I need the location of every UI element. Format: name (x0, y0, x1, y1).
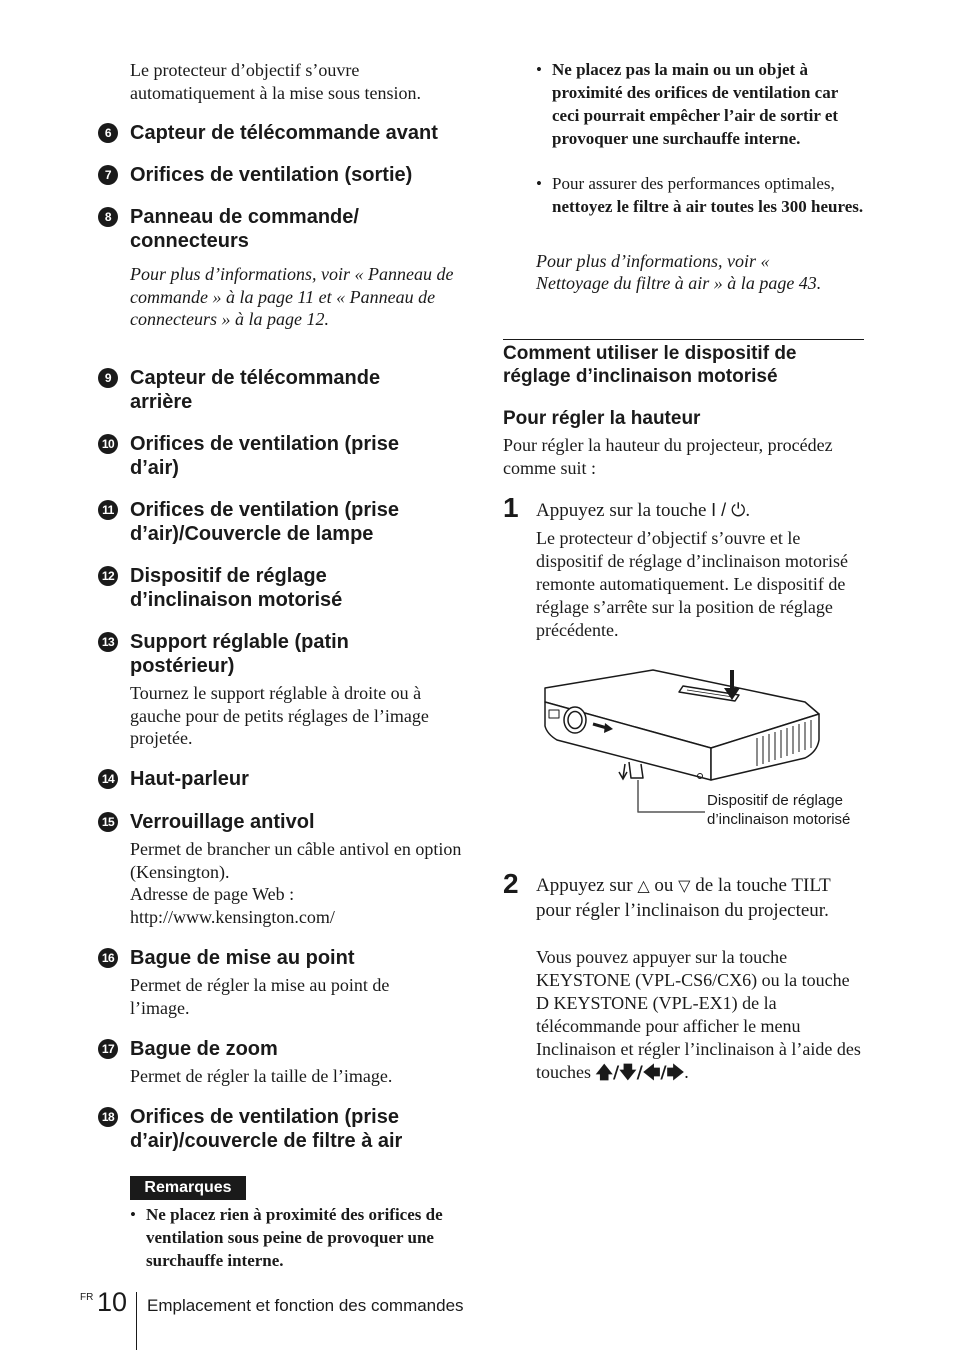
step-1-instruction: Appuyez sur la touche (536, 500, 707, 521)
bullet-dot: • (536, 60, 542, 79)
remarque-1-text: Ne placez rien à proximité des orifices de ventilation sous peine de provoquer une surchauffe interne. (146, 1205, 443, 1270)
bullet-dot: • (130, 1205, 136, 1224)
item-title-6: Capteur de télécommande avant (130, 122, 438, 144)
item-number-15: 15 (98, 812, 118, 832)
tilt-up-key-icon: △ (637, 878, 650, 895)
bullet-dot: • (536, 174, 542, 193)
filter-cleaning-note: Pour plus d’informations, voir « Nettoyage du filtre à air » à la page 43. (536, 251, 822, 293)
footer-language: FR (80, 1292, 94, 1303)
figure-label-tilt-adjuster: Dispositif de réglage d’inclinaison motorisé (707, 792, 851, 828)
step-2-desc (536, 946, 866, 1085)
step-2-number: 2 (503, 868, 519, 899)
item-number-13: 13 (98, 632, 118, 652)
step-2-instruction-a: Appuyez sur (536, 875, 633, 896)
item-title-8: Panneau de commande/ connecteurs (130, 206, 359, 252)
power-key-label: I / ⏻ (711, 500, 746, 520)
step-2-or: ou (654, 875, 674, 896)
section-divider (503, 339, 864, 340)
item-number-17: 17 (98, 1039, 118, 1059)
footer-divider (136, 1292, 137, 1350)
item-title-14: Haut-parleur (130, 768, 249, 790)
step-1-desc: Le protecteur d’objectif s’ouvre et le dispositif de réglage d’inclinaison motorisé remonte automatiquement. Le dispositif de réglage s’arrête sur la position de réglage précédente. (536, 528, 848, 640)
item-number-18: 18 (98, 1107, 118, 1127)
step-1-text (536, 498, 866, 523)
item-number-8: 8 (98, 207, 118, 227)
item-15-web-address: Adresse de page Web : http://www.kensington.com/ (130, 884, 335, 927)
step-2-text (536, 874, 866, 923)
footer-section-title: Emplacement et fonction des commandes (147, 1296, 464, 1315)
step-2-instruction-b: de la touche TILT pour régler l’inclinaison du projecteur. (536, 875, 831, 921)
item-17-desc: Permet de régler la taille de l’image. (130, 1066, 393, 1086)
item-number-16: 16 (98, 948, 118, 968)
item-number-6: 6 (98, 123, 118, 143)
item-title-12: Dispositif de réglage d’inclinaison motorisé (130, 565, 343, 611)
step-1-number: 1 (503, 492, 519, 523)
height-intro: Pour régler la hauteur du projecteur, procédez comme suit : (503, 435, 833, 478)
item-title-16: Bague de mise au point (130, 947, 355, 969)
item-number-12: 12 (98, 566, 118, 586)
item-title-7: Orifices de ventilation (sortie) (130, 164, 413, 186)
item-number-9: 9 (98, 368, 118, 388)
lens-cover-intro: Le protecteur d’objectif s’ouvre automatiquement à la mise sous tension. (130, 60, 421, 103)
section-heading: Comment utiliser le dispositif de réglage d’inclinaison motorisé (503, 343, 797, 387)
item-title-17: Bague de zoom (130, 1038, 278, 1060)
remarque-3-plain: Pour assurer des performances optimales, (552, 174, 835, 193)
item-number-11: 11 (98, 500, 118, 520)
step-2-keystone-desc: Vous pouvez appuyer sur la touche KEYSTONE (VPL-CS6/CX6) ou la touche D KEYSTONE (VPL-EX1) de la télécommande pour afficher le menu Inclinaison et régler l’inclinaison à l’aide des touches (536, 947, 861, 1082)
remarque-2-text: Ne placez pas la main ou un objet à proximité des orifices de ventilation car ceci pourrait empêcher l’air de sortir et provoquer une surchauffe interne. (552, 60, 839, 148)
item-title-13: Support réglable (patin postérieur) (130, 631, 349, 677)
remarque-3-text (552, 172, 870, 218)
remarque-3-bold: nettoyez le filtre à air toutes les 300 heures. (552, 197, 864, 216)
step-1-period: . (745, 500, 751, 521)
item-title-9: Capteur de télécommande arrière (130, 367, 381, 413)
item-8-note: Pour plus d’informations, voir « Panneau de commande » à la page 11 et « Panneau de connecteurs » à la page 12. (130, 264, 454, 329)
item-13-desc: Tournez le support réglable à droite ou à gauche pour de petits réglages de l’image projetée. (130, 683, 429, 748)
item-15-desc: Permet de brancher un câble antivol en option (Kensington). (130, 839, 462, 882)
step-2-period: . (684, 1062, 689, 1082)
arrow-keys-icon: 🡅/🡇/🡄/🡆 (595, 1063, 685, 1083)
item-16-desc: Permet de régler la mise au point de l’image. (130, 975, 390, 1018)
subheading-height: Pour régler la hauteur (503, 408, 701, 429)
footer-page-number: 10 (97, 1287, 128, 1317)
item-title-15: Verrouillage antivol (130, 811, 315, 833)
item-number-10: 10 (98, 434, 118, 454)
item-number-14: 14 (98, 769, 118, 789)
tilt-down-key-icon: ▽ (678, 878, 691, 895)
item-number-7: 7 (98, 165, 118, 185)
remarques-label: Remarques (130, 1176, 246, 1200)
item-title-10: Orifices de ventilation (prise d’air) (130, 433, 399, 479)
item-title-18: Orifices de ventilation (prise d’air)/couvercle de filtre à air (130, 1106, 403, 1152)
item-title-11: Orifices de ventilation (prise d’air)/Couvercle de lampe (130, 499, 399, 545)
